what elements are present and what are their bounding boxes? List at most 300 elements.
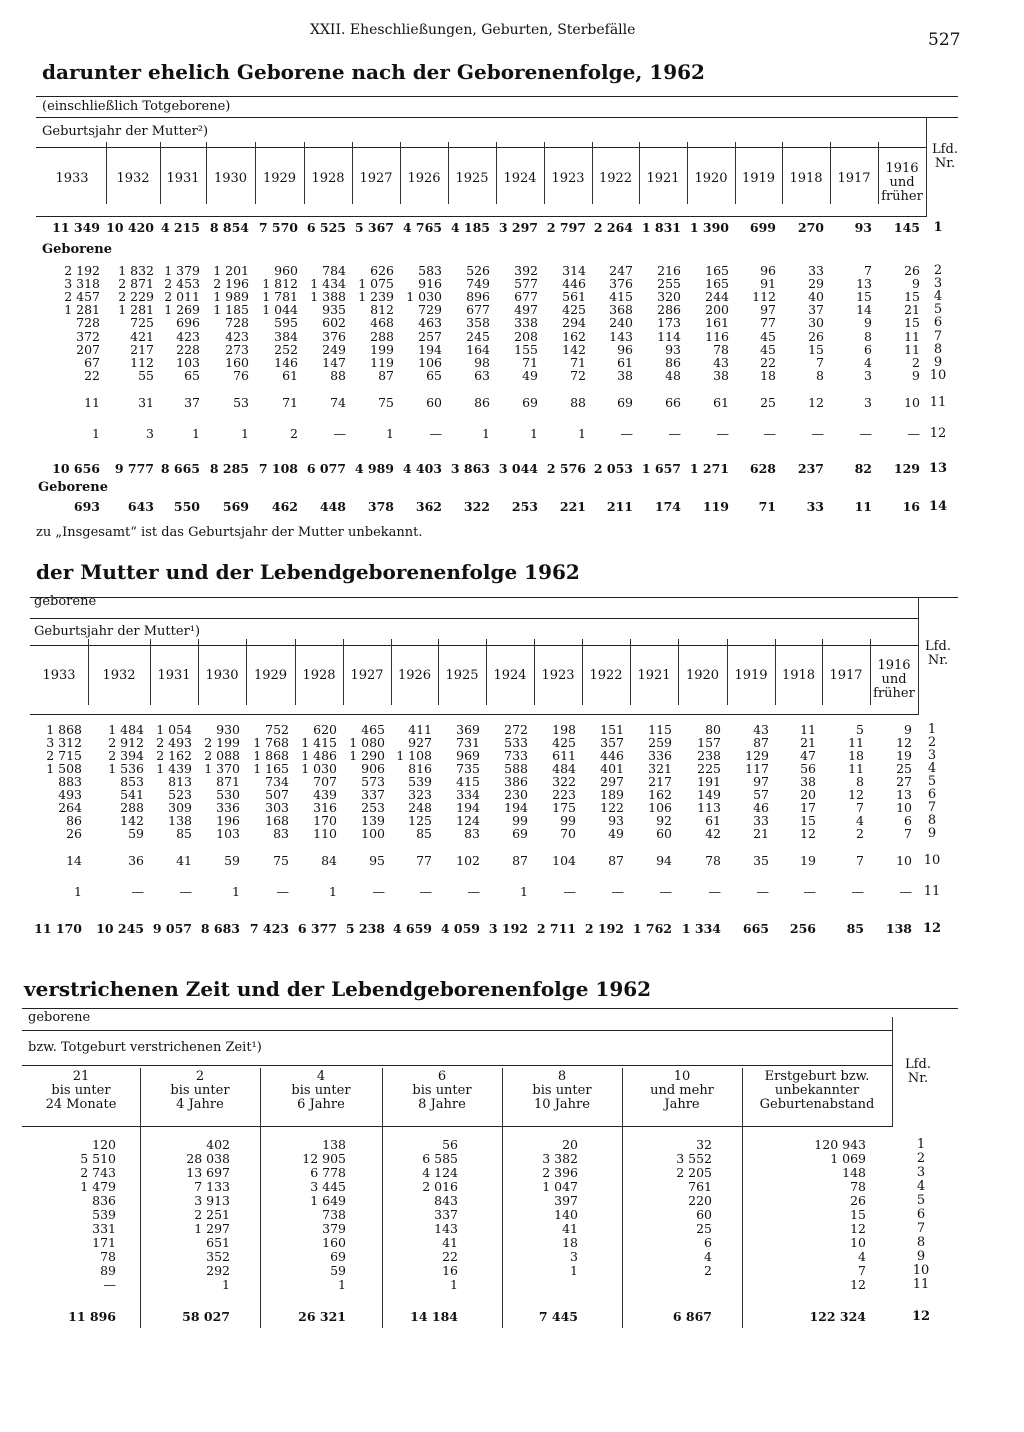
table-cell: 162 <box>562 329 586 344</box>
table-cell: 1 434 <box>310 276 346 291</box>
table-cell: 15 <box>850 1207 866 1222</box>
table-cell: 69 <box>330 1249 346 1264</box>
table-cell: 67 <box>84 355 100 370</box>
table-cell: 484 <box>552 761 576 776</box>
table-cell: 69 <box>512 826 528 841</box>
table-cell: 11 349 <box>52 220 100 235</box>
table-cell: 3 913 <box>194 1193 230 1208</box>
table-cell: 175 <box>552 800 576 815</box>
table-cell: 286 <box>657 302 681 317</box>
table-cell: 337 <box>434 1207 458 1222</box>
column-header: 1926 <box>397 668 432 683</box>
table-cell: — <box>708 884 721 899</box>
table-cell: 71 <box>522 355 538 370</box>
table-cell: 6 525 <box>306 220 346 235</box>
table-cell: 14 <box>66 853 82 868</box>
table-cell: 11 <box>84 395 100 410</box>
table-cell: 297 <box>600 774 624 789</box>
table-cell: 22 <box>442 1249 458 1264</box>
section1-group-header: Geburtsjahr der Mutter²) <box>42 124 209 139</box>
table-cell: 59 <box>128 826 144 841</box>
rule <box>36 96 958 97</box>
row-number: 4 <box>927 761 937 776</box>
table-cell: 86 <box>665 355 681 370</box>
column-rule <box>150 639 151 705</box>
table-cell: 71 <box>282 395 298 410</box>
column-rule <box>496 142 497 204</box>
table-cell: 10 <box>904 395 920 410</box>
column-header: 1924 <box>493 668 527 683</box>
table-cell: 30 <box>808 315 824 330</box>
table-cell: 10 420 <box>106 220 154 235</box>
table-cell: 3 <box>864 368 872 383</box>
table-cell: 3 445 <box>310 1179 346 1194</box>
table-cell: 3 <box>146 426 154 441</box>
table-cell: 253 <box>361 800 385 815</box>
rule <box>892 1017 893 1127</box>
rule <box>926 117 927 217</box>
table-cell: 99 <box>560 813 576 828</box>
table-cell: 91 <box>760 276 776 291</box>
table-cell: 78 <box>705 853 721 868</box>
table-cell: 733 <box>504 748 528 763</box>
section1-label-geborene-2: Geborene <box>38 480 108 495</box>
table-cell: 165 <box>705 276 729 291</box>
table-cell: 292 <box>206 1263 230 1278</box>
table-cell: 11 896 <box>68 1309 116 1324</box>
row-number: 10 <box>923 853 941 868</box>
table-cell: 170 <box>313 813 337 828</box>
table-cell: 80 <box>705 722 721 737</box>
table-cell: 5 238 <box>345 921 385 936</box>
table-cell: 1 030 <box>301 761 337 776</box>
table-cell: 2 011 <box>164 289 200 304</box>
table-cell: 1 290 <box>349 748 385 763</box>
table-cell: 173 <box>657 315 681 330</box>
table-cell: 620 <box>313 722 337 737</box>
table-cell: 561 <box>562 289 586 304</box>
rule <box>30 714 918 715</box>
table-cell: 238 <box>697 748 721 763</box>
column-header: 1933 <box>55 171 89 186</box>
table-cell: 8 854 <box>209 220 249 235</box>
table-cell: 9 777 <box>114 461 154 476</box>
table-cell: 25 <box>696 1221 712 1236</box>
table-cell: 468 <box>370 315 394 330</box>
table-cell: 140 <box>554 1207 578 1222</box>
table-cell: 1 388 <box>310 289 346 304</box>
table-cell: 448 <box>319 499 346 514</box>
table-cell: 1 047 <box>542 1179 578 1194</box>
table-cell: 74 <box>330 395 346 410</box>
table-cell: 59 <box>330 1263 346 1278</box>
table-cell: 1 508 <box>46 761 82 776</box>
column-header: 8 bis unter 10 Jahre <box>532 1069 592 1112</box>
row-number: 10 <box>929 368 947 383</box>
rule <box>30 618 918 619</box>
table-cell: 119 <box>370 355 394 370</box>
table-cell: 17 <box>800 800 816 815</box>
table-cell: 1 044 <box>262 302 298 317</box>
table-cell: 11 <box>848 761 864 776</box>
table-cell: — <box>372 884 385 899</box>
table-cell: 61 <box>705 813 721 828</box>
table-cell: 1 030 <box>406 289 442 304</box>
column-rule <box>830 142 831 204</box>
table-cell: 116 <box>705 329 729 344</box>
table-cell: 1 812 <box>262 276 298 291</box>
row-number: 6 <box>916 1207 926 1222</box>
table-cell: 611 <box>552 748 576 763</box>
table-cell: 1 868 <box>46 722 82 737</box>
table-cell: 84 <box>321 853 337 868</box>
table-cell: 119 <box>702 499 729 514</box>
table-cell: 1 781 <box>262 289 298 304</box>
table-cell: 725 <box>130 315 154 330</box>
column-header: 1921 <box>637 668 671 683</box>
table-cell: 25 <box>760 395 776 410</box>
table-cell: 6 867 <box>672 1309 712 1324</box>
table-cell: 384 <box>274 329 298 344</box>
table-cell: — <box>103 1277 116 1292</box>
table-cell: 523 <box>168 787 192 802</box>
table-cell: 11 <box>800 722 816 737</box>
row-number: 1 <box>927 722 937 737</box>
table-cell: 550 <box>173 499 200 514</box>
table-cell: 70 <box>560 826 576 841</box>
column-header: 1930 <box>213 171 248 186</box>
table-cell: 415 <box>609 289 633 304</box>
section1-footnote: zu „Insgesamt“ ist das Geburtsjahr der Mutter unbekannt. <box>36 525 423 540</box>
table-cell: 6 <box>864 342 872 357</box>
table-cell: 12 <box>808 395 824 410</box>
table-cell: 247 <box>609 263 633 278</box>
table-cell: 103 <box>216 826 240 841</box>
table-cell: 157 <box>697 735 721 750</box>
table-cell: 896 <box>466 289 490 304</box>
table-cell: 3 <box>570 1249 578 1264</box>
table-cell: 4 765 <box>402 220 442 235</box>
column-header: 1922 <box>598 171 633 186</box>
column-rule <box>870 639 871 705</box>
table-cell: 1 831 <box>641 220 681 235</box>
table-cell: 1 370 <box>204 761 240 776</box>
section3-lfd-header: Lfd. Nr. <box>905 1057 931 1086</box>
table-cell: 3 192 <box>488 921 528 936</box>
table-cell: — <box>179 884 192 899</box>
table-cell: 749 <box>466 276 490 291</box>
table-cell: 255 <box>657 276 681 291</box>
table-cell: 29 <box>808 276 824 291</box>
table-cell: 3 312 <box>46 735 82 750</box>
column-header: 2 bis unter 4 Jahre <box>170 1069 230 1112</box>
table-cell: 7 <box>856 800 864 815</box>
table-cell: 59 <box>224 853 240 868</box>
table-cell: 194 <box>504 800 528 815</box>
table-cell: 1 486 <box>301 748 337 763</box>
table-cell: — <box>131 884 144 899</box>
table-cell: 288 <box>120 800 144 815</box>
table-cell: 2 <box>856 826 864 841</box>
column-rule <box>106 142 107 204</box>
table-cell: 2 196 <box>213 276 249 291</box>
rule <box>22 1065 892 1066</box>
table-cell: 9 <box>912 368 920 383</box>
table-cell: 368 <box>609 302 633 317</box>
table-cell: 96 <box>617 342 633 357</box>
table-cell: 397 <box>554 1193 578 1208</box>
column-header: 1918 <box>789 171 823 186</box>
table-cell: — <box>668 426 681 441</box>
table-cell: 164 <box>466 342 490 357</box>
table-cell: 21 <box>800 735 816 750</box>
table-cell: 734 <box>265 774 289 789</box>
table-cell: 3 382 <box>542 1151 578 1166</box>
table-cell: — <box>907 426 920 441</box>
table-cell: 106 <box>648 800 672 815</box>
column-rule <box>448 142 449 204</box>
column-rule <box>582 639 583 705</box>
table-cell: 322 <box>552 774 576 789</box>
column-header: 1926 <box>407 171 441 186</box>
table-cell: 75 <box>273 853 289 868</box>
table-cell: 2 192 <box>584 921 624 936</box>
table-cell: 76 <box>233 368 249 383</box>
table-cell: 46 <box>753 800 769 815</box>
table-cell: 1 479 <box>80 1179 116 1194</box>
table-cell: 245 <box>466 329 490 344</box>
table-cell: 2 <box>704 1263 712 1278</box>
table-cell: 31 <box>138 395 154 410</box>
table-cell: 87 <box>512 853 528 868</box>
table-cell: 2 088 <box>204 748 240 763</box>
table-cell: 357 <box>600 735 624 750</box>
table-cell: 379 <box>322 1221 346 1236</box>
row-number: 3 <box>933 276 943 291</box>
table-cell: 843 <box>434 1193 458 1208</box>
table-cell: 303 <box>265 800 289 815</box>
table-cell: 423 <box>176 329 200 344</box>
table-cell: 9 <box>912 276 920 291</box>
running-header: XXII. Eheschließungen, Geburten, Sterbefälle <box>310 22 636 38</box>
table-cell: 376 <box>322 329 346 344</box>
table-cell: 1 201 <box>213 263 249 278</box>
table-cell: 110 <box>313 826 337 841</box>
table-cell: 87 <box>608 853 624 868</box>
table-cell: 930 <box>216 722 240 737</box>
table-cell: 415 <box>456 774 480 789</box>
table-cell: 1 <box>386 426 394 441</box>
table-cell: 1 390 <box>689 220 729 235</box>
table-cell: 6 <box>704 1235 712 1250</box>
table-cell: 98 <box>474 355 490 370</box>
table-cell: 69 <box>522 395 538 410</box>
table-cell: 14 <box>856 302 872 317</box>
table-cell: 41 <box>176 853 192 868</box>
column-header: 1923 <box>551 171 585 186</box>
table-cell: 8 <box>816 368 824 383</box>
table-cell: 33 <box>806 499 824 514</box>
table-cell: 36 <box>128 853 144 868</box>
table-cell: 48 <box>665 368 681 383</box>
column-rule <box>391 639 392 705</box>
table-cell: 65 <box>426 368 442 383</box>
table-cell: 595 <box>274 315 298 330</box>
table-cell: 15 <box>800 813 816 828</box>
table-cell: 294 <box>562 315 586 330</box>
table-cell: 38 <box>713 368 729 383</box>
row-number: 9 <box>916 1249 926 1264</box>
column-header: 1917 <box>837 171 871 186</box>
table-cell: 26 <box>904 263 920 278</box>
table-cell: 189 <box>600 787 624 802</box>
table-cell: 541 <box>120 787 144 802</box>
table-cell: — <box>899 884 912 899</box>
table-cell: 402 <box>206 1137 230 1152</box>
table-cell: 8 665 <box>160 461 200 476</box>
table-cell: 497 <box>514 302 538 317</box>
table-cell: 21 <box>753 826 769 841</box>
rule <box>22 1126 892 1127</box>
table-cell: 114 <box>657 329 681 344</box>
column-header: Erstgeburt bzw. unbekannter Geburtenabstand <box>759 1069 875 1112</box>
table-cell: 259 <box>648 735 672 750</box>
table-cell: 208 <box>514 329 538 344</box>
table-cell: 960 <box>274 263 298 278</box>
table-cell: 92 <box>656 813 672 828</box>
table-cell: 1 165 <box>253 761 289 776</box>
table-cell: 1 379 <box>164 263 200 278</box>
table-cell: 321 <box>648 761 672 776</box>
column-header: 1918 <box>781 668 816 683</box>
table-cell: 588 <box>504 761 528 776</box>
table-cell: 58 027 <box>182 1309 230 1324</box>
column-header: 1916 und früher <box>881 161 923 204</box>
table-cell: 216 <box>657 263 681 278</box>
table-cell: 26 <box>66 826 82 841</box>
column-header: 1922 <box>589 668 623 683</box>
table-cell: 11 170 <box>34 921 82 936</box>
table-cell: 11 <box>904 329 920 344</box>
table-cell: 4 659 <box>392 921 432 936</box>
column-rule <box>878 142 879 204</box>
table-cell: 103 <box>176 355 200 370</box>
table-cell: — <box>429 426 442 441</box>
table-cell: 78 <box>100 1249 116 1264</box>
table-cell: 2 711 <box>536 921 576 936</box>
table-cell: 19 <box>800 853 816 868</box>
table-cell: 836 <box>92 1193 116 1208</box>
table-cell: 10 <box>896 800 912 815</box>
table-cell: 2 453 <box>164 276 200 291</box>
row-number: 14 <box>928 499 948 514</box>
table-cell: 1 281 <box>118 302 154 317</box>
table-cell: 969 <box>456 748 480 763</box>
table-cell: 1 <box>578 426 586 441</box>
table-cell: 1 075 <box>358 276 394 291</box>
table-cell: 1 657 <box>641 461 681 476</box>
table-cell: 7 <box>816 355 824 370</box>
table-cell: 1 484 <box>108 722 144 737</box>
row-number: 12 <box>929 426 947 441</box>
table-cell: 784 <box>322 263 346 278</box>
table-cell: 18 <box>562 1235 578 1250</box>
table-cell: 853 <box>120 774 144 789</box>
row-number: 1 <box>916 1137 926 1152</box>
row-number: 10 <box>912 1263 930 1278</box>
table-cell: 288 <box>370 329 394 344</box>
table-cell: 331 <box>92 1221 116 1236</box>
table-cell: 18 <box>848 748 864 763</box>
table-cell: 9 057 <box>152 921 192 936</box>
table-cell: 665 <box>742 921 769 936</box>
table-cell: 15 <box>904 289 920 304</box>
table-cell: 26 321 <box>298 1309 346 1324</box>
row-number: 8 <box>916 1235 926 1250</box>
table-cell: 124 <box>456 813 480 828</box>
table-cell: 401 <box>600 761 624 776</box>
table-cell: 198 <box>552 722 576 737</box>
table-cell: 3 552 <box>676 1151 712 1166</box>
table-cell: — <box>563 884 576 899</box>
table-cell: 2 715 <box>46 748 82 763</box>
table-cell: 148 <box>842 1165 866 1180</box>
table-cell: 12 <box>800 826 816 841</box>
table-cell: 1 <box>450 1277 458 1292</box>
table-cell: 100 <box>361 826 385 841</box>
table-cell: 99 <box>512 813 528 828</box>
table-cell: 61 <box>617 355 633 370</box>
table-cell: 425 <box>562 302 586 317</box>
table-cell: 2 199 <box>204 735 240 750</box>
table-cell: 309 <box>168 800 192 815</box>
table-cell: 4 124 <box>422 1165 458 1180</box>
table-cell: 252 <box>274 342 298 357</box>
table-cell: 336 <box>216 800 240 815</box>
column-rule <box>775 639 776 705</box>
table-cell: 143 <box>609 329 633 344</box>
table-cell: 37 <box>808 302 824 317</box>
table-cell: 334 <box>456 787 480 802</box>
table-cell: 392 <box>514 263 538 278</box>
table-cell: 112 <box>130 355 154 370</box>
column-header: 1932 <box>102 668 136 683</box>
table-cell: 191 <box>697 774 721 789</box>
table-cell: 146 <box>274 355 298 370</box>
table-cell: 165 <box>705 263 729 278</box>
table-cell: 1 <box>329 884 337 899</box>
table-cell: 28 038 <box>186 1151 230 1166</box>
table-cell: 1 <box>192 426 200 441</box>
table-cell: 71 <box>758 499 776 514</box>
table-cell: 122 324 <box>809 1309 866 1324</box>
row-number: 3 <box>916 1165 926 1180</box>
table-cell: 199 <box>370 342 394 357</box>
table-cell: 83 <box>464 826 480 841</box>
table-cell: 2 <box>290 426 298 441</box>
table-cell: 56 <box>800 761 816 776</box>
row-number: 12 <box>922 921 942 936</box>
table-cell: 32 <box>696 1137 712 1152</box>
table-cell: 78 <box>713 342 729 357</box>
table-cell: 7 108 <box>258 461 298 476</box>
column-header: 1931 <box>157 668 191 683</box>
table-cell: 7 <box>904 826 912 841</box>
column-header: 1931 <box>166 171 200 186</box>
table-cell: 7 <box>858 1263 866 1278</box>
table-cell: 1 <box>338 1277 346 1292</box>
table-cell: 2 264 <box>593 220 633 235</box>
